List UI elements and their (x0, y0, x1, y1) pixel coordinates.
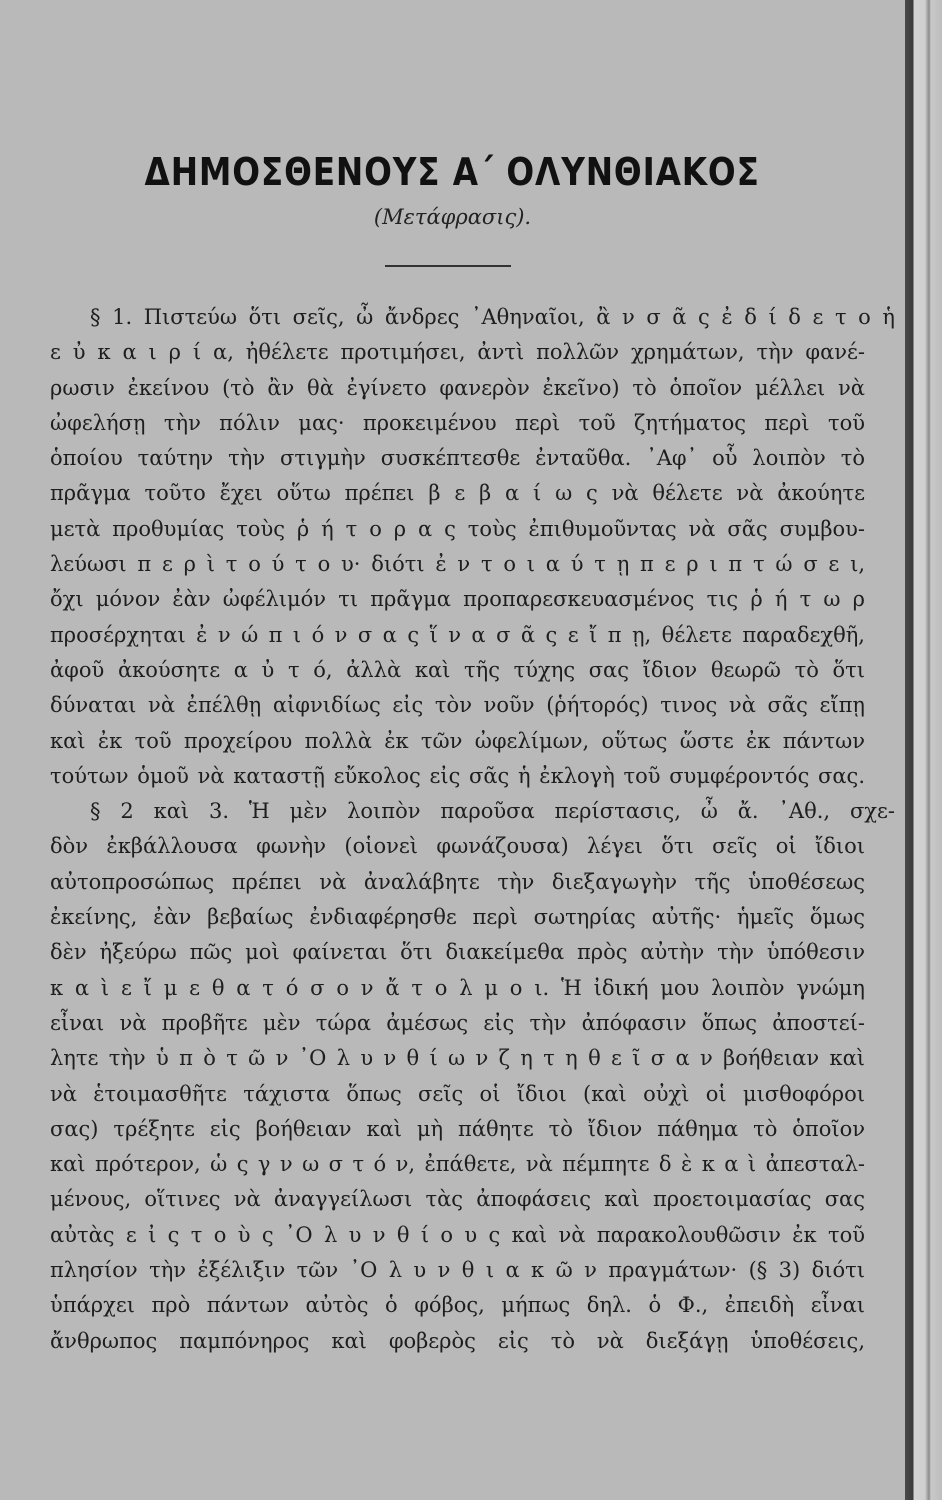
text-line: ἀφοῦ ἀκούσητε α ὐ τ ό, ἀλλὰ καὶ τῆς τύχης σας ἴδιον θεωρῶ τὸ ὅτι (50, 657, 865, 682)
text-line: ἄνθρωπος παμπόνηρος καὶ φοβερὸς εἰς τὸ νὰ διεξάγῃ ὑποθέσεις, (50, 1328, 865, 1353)
text-line: δύναται νὰ ἐπέλθῃ αἰφνιδίως εἰς τὸν νοῦν (ῥήτορός) τινος νὰ σᾶς εἴπῃ (50, 693, 865, 718)
text-line: ὄχι μόνον ἐὰν ὠφέλιμόν τι πρᾶγμα προπαρεσκευασμένος τις ῥ ή τ ω ρ (50, 587, 865, 612)
text-line: σας) τρέξητε εἰς βοήθειαν καὶ μὴ πάθητε τὸ ἴδιον πάθημα τὸ ὁποῖον (50, 1116, 865, 1141)
text-line: ὁποίου ταύτην τὴν στιγμὴν συσκέπτεσθε ἐνταῦθα. ᾿Αφ᾿ οὗ λοιπὸν τὸ (50, 446, 865, 471)
text-line: ε ὐ κ α ι ρ ί α, ἠθέλετε προτιμήσει, ἀντὶ πολλῶν χρημάτων, τὴν φανέ- (50, 340, 865, 365)
document-title: ΔΗΜΟΣΘΕΝΟΥΣ Α΄ ΟΛΥΝΘΙΑΚΟΣ (144, 150, 760, 194)
text-line: δὲν ἠξεύρω πῶς μοὶ φαίνεται ὅτι διακείμεθα πρὸς αὐτὴν τὴν ὑπόθεσιν (50, 940, 865, 965)
text-line: ρωσιν ἐκείνου (τὸ ἂν θὰ ἐγίνετο φανερὸν ἐκεῖνο) τὸ ὁποῖον μέλλει νὰ (50, 375, 865, 400)
text-line: τούτων ὁμοῦ νὰ καταστῇ εὔκολος εἰς σᾶς ἡ ἐκλογὴ τοῦ συμφέροντός σας. (50, 763, 865, 788)
text-line: λεύωσι π ε ρ ὶ τ ο ύ τ ο υ· διότι ἐ ν τ ο ι α ύ τ ῃ π ε ρ ι π τ ώ σ ε ι, (50, 552, 865, 577)
text-line: ὑπάρχει πρὸ πάντων αὐτὸς ὁ φόβος, μήπως δηλ. ὁ Φ., ἐπειδὴ εἶναι (50, 1293, 865, 1318)
text-line: μετὰ προθυμίας τοὺς ῥ ή τ ο ρ α ς τοὺς ἐπιθυμοῦντας νὰ σᾶς συμβου- (50, 516, 865, 541)
text-line: νὰ ἑτοιμασθῆτε τάχιστα ὅπως σεῖς οἱ ἴδιοι (καὶ οὐχὶ οἱ μισθοφόροι (50, 1081, 865, 1106)
text-line: πλησίον τὴν ἐξέλιξιν τῶν ᾿Ο λ υ ν θ ι α κ ῶ ν πραγμάτων· (§ 3) διότι (50, 1258, 865, 1283)
text-line: μένους, οἵτινες νὰ ἀναγγείλωσι τὰς ἀποφάσεις καὶ προετοιμασίας σας (50, 1187, 865, 1212)
text-line: εἶναι νὰ προβῆτε μὲν τώρα ἀμέσως εἰς τὴν ἀπόφασιν ὅπως ἀποστεί- (50, 1010, 865, 1035)
text-line: αὐτοπροσώπως πρέπει νὰ ἀναλάβητε τὴν διεξαγωγὴν τῆς ὑποθέσεως (50, 869, 865, 894)
text-line: κ α ὶ ε ἴ μ ε θ α τ ό σ ο ν ἄ τ ο λ μ ο ι. Ἡ ἰδική μου λοιπὸν γνώμη (50, 975, 865, 1000)
document-subtitle: (Μετάφρασις). (373, 205, 532, 229)
text-line: αὐτὰς ε ἰ ς τ ο ὺ ς ᾿Ο λ υ ν θ ί ο υ ς καὶ νὰ παρακολουθῶσιν ἐκ τοῦ (50, 1222, 865, 1247)
body-text (50, 300, 895, 1359)
text-line: πρᾶγμα τοῦτο ἔχει οὕτω πρέπει β ε β α ί ω ς νὰ θέλετε νὰ ἀκούητε (50, 481, 865, 506)
text-line: λητε τὴν ὑ π ὸ τ ῶ ν ᾿Ο λ υ ν θ ί ω ν ζ η τ η θ ε ῖ σ α ν βοήθειαν καὶ (50, 1046, 865, 1071)
text-line: δὸν ἐκβάλλουσα φωνὴν (οἱονεὶ φωνάζουσα) λέγει ὅτι σεῖς οἱ ἴδιοι (50, 834, 865, 859)
text-line: ἐκείνης, ἐὰν βεβαίως ἐνδιαφέρησθε περὶ σωτηρίας αὐτῆς· ἡμεῖς ὅμως (50, 905, 865, 930)
text-line: καὶ ἐκ τοῦ προχείρου πολλὰ ἐκ τῶν ὠφελίμων, οὕτως ὥστε ἐκ πάντων (50, 728, 865, 753)
text-line: § 1. Πιστεύω ὅτι σεῖς, ὦ ἄνδρες ᾿Αθηναῖοι, ἂ ν σ ᾶ ς ἐ δ ί δ ε τ ο ἡ (90, 305, 895, 329)
page-edge (905, 0, 942, 1500)
text-line: ὠφελήσῃ τὴν πόλιν μας· προκειμένου περὶ τοῦ ζητήματος περὶ τοῦ (50, 410, 865, 435)
text-line: § 2 καὶ 3. Ἡ μὲν λοιπὸν παροῦσα περίστασις, ὦ ἄ. ᾿Αθ., σχε- (90, 799, 895, 824)
title-divider (385, 265, 511, 267)
text-line: καὶ πρότερον, ὡ ς γ ν ω σ τ ό ν, ἐπάθετε, νὰ πέμπητε δ ὲ κ α ὶ ἀπεσταλ- (50, 1152, 865, 1177)
text-line: προσέρχηται ἐ ν ώ π ι ό ν σ α ς ἵ ν α σ ᾶ ς ε ἴ π ῃ, θέλετε παραδεχθῆ, (50, 622, 865, 647)
